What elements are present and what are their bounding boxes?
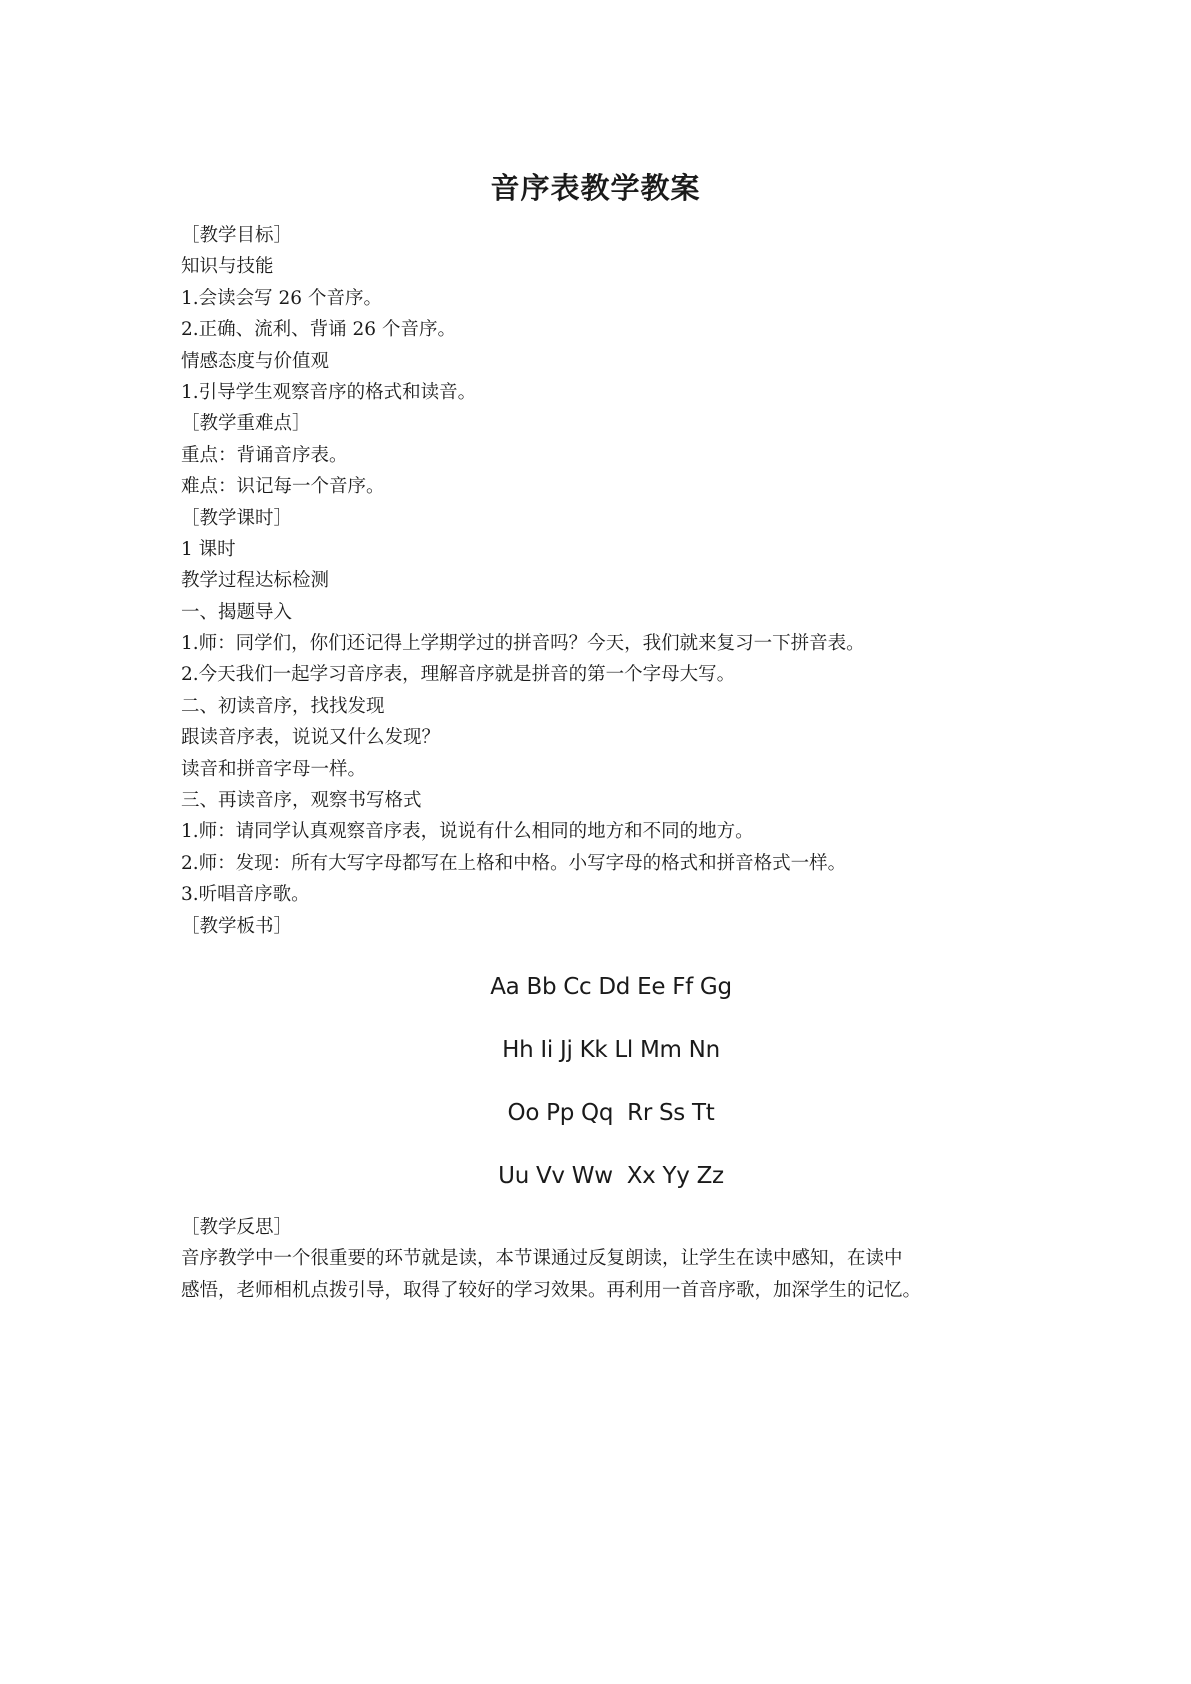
alphabet-row: Aa Bb Cc Dd Ee Ff Gg	[490, 973, 732, 1000]
document-title: 音序表教学教案	[490, 171, 701, 205]
alphabet-row: Hh Ii Jj Kk Ll Mm Nn	[502, 1036, 720, 1063]
objective-item: 1.引导学生观察音序的格式和读音。	[181, 381, 477, 403]
section-heading-objectives: ［教学目标］	[181, 225, 293, 246]
class-hours-value: 1 课时	[181, 538, 236, 560]
objective-item: 2.正确、流利、背诵 26 个音序。	[181, 319, 456, 341]
document-body	[181, 220, 1041, 1306]
step-item: 3.听唱音序歌。	[181, 884, 310, 906]
reflection-paragraph-line: 音序教学中一个很重要的环节就是读，本节课通过反复朗读，让学生在读中感知，在读中	[181, 1248, 903, 1270]
section-heading-class-hours: ［教学课时］	[181, 507, 293, 529]
objective-item: 1.会读会写 26 个音序。	[181, 287, 382, 309]
section-heading-key-points: ［教学重难点］	[181, 413, 311, 435]
alphabet-row: Oo Pp Qq Rr Ss Tt	[507, 1099, 715, 1126]
step-item: 1.师：请同学认真观察音序表，说说有什么相同的地方和不同的地方。	[181, 821, 754, 843]
alphabet-row: Uu Vv Ww Xx Yy Zz	[498, 1162, 724, 1189]
step-heading-intro: 一、揭题导入	[181, 601, 293, 623]
difficulty-item: 难点：识记每一个音序。	[181, 476, 385, 498]
step-heading-first-reading: 二、初读音序，找找发现	[181, 695, 385, 717]
subheading-attitude-values: 情感态度与价值观	[181, 350, 330, 372]
subheading-knowledge-skills: 知识与技能	[181, 256, 274, 278]
step-item: 读音和拼音字母一样。	[181, 758, 367, 780]
step-item: 1.师：同学们，你们还记得上学期学过的拼音吗？今天，我们就来复习一下拼音表。	[181, 633, 865, 655]
reflection-paragraph-line: 感悟，老师相机点拨引导，取得了较好的学习效果。再利用一首音序歌，加深学生的记忆。	[181, 1279, 922, 1301]
section-heading-reflection: ［教学反思］	[181, 1216, 293, 1238]
blackboard-alphabet	[181, 956, 1041, 1208]
section-heading-blackboard: ［教学板书］	[181, 915, 293, 937]
step-item: 2.今天我们一起学习音序表，理解音序就是拼音的第一个字母大写。	[181, 664, 736, 686]
step-heading-second-reading: 三、再读音序，观察书写格式	[181, 790, 422, 812]
step-item: 2.师：发现：所有大写字母都写在上格和中格。小写字母的格式和拼音格式一样。	[181, 852, 847, 874]
step-item: 跟读音序表，说说又什么发现？	[181, 727, 441, 749]
key-point-item: 重点：背诵音序表。	[181, 444, 348, 466]
subheading-teaching-process: 教学过程达标检测	[181, 570, 330, 592]
